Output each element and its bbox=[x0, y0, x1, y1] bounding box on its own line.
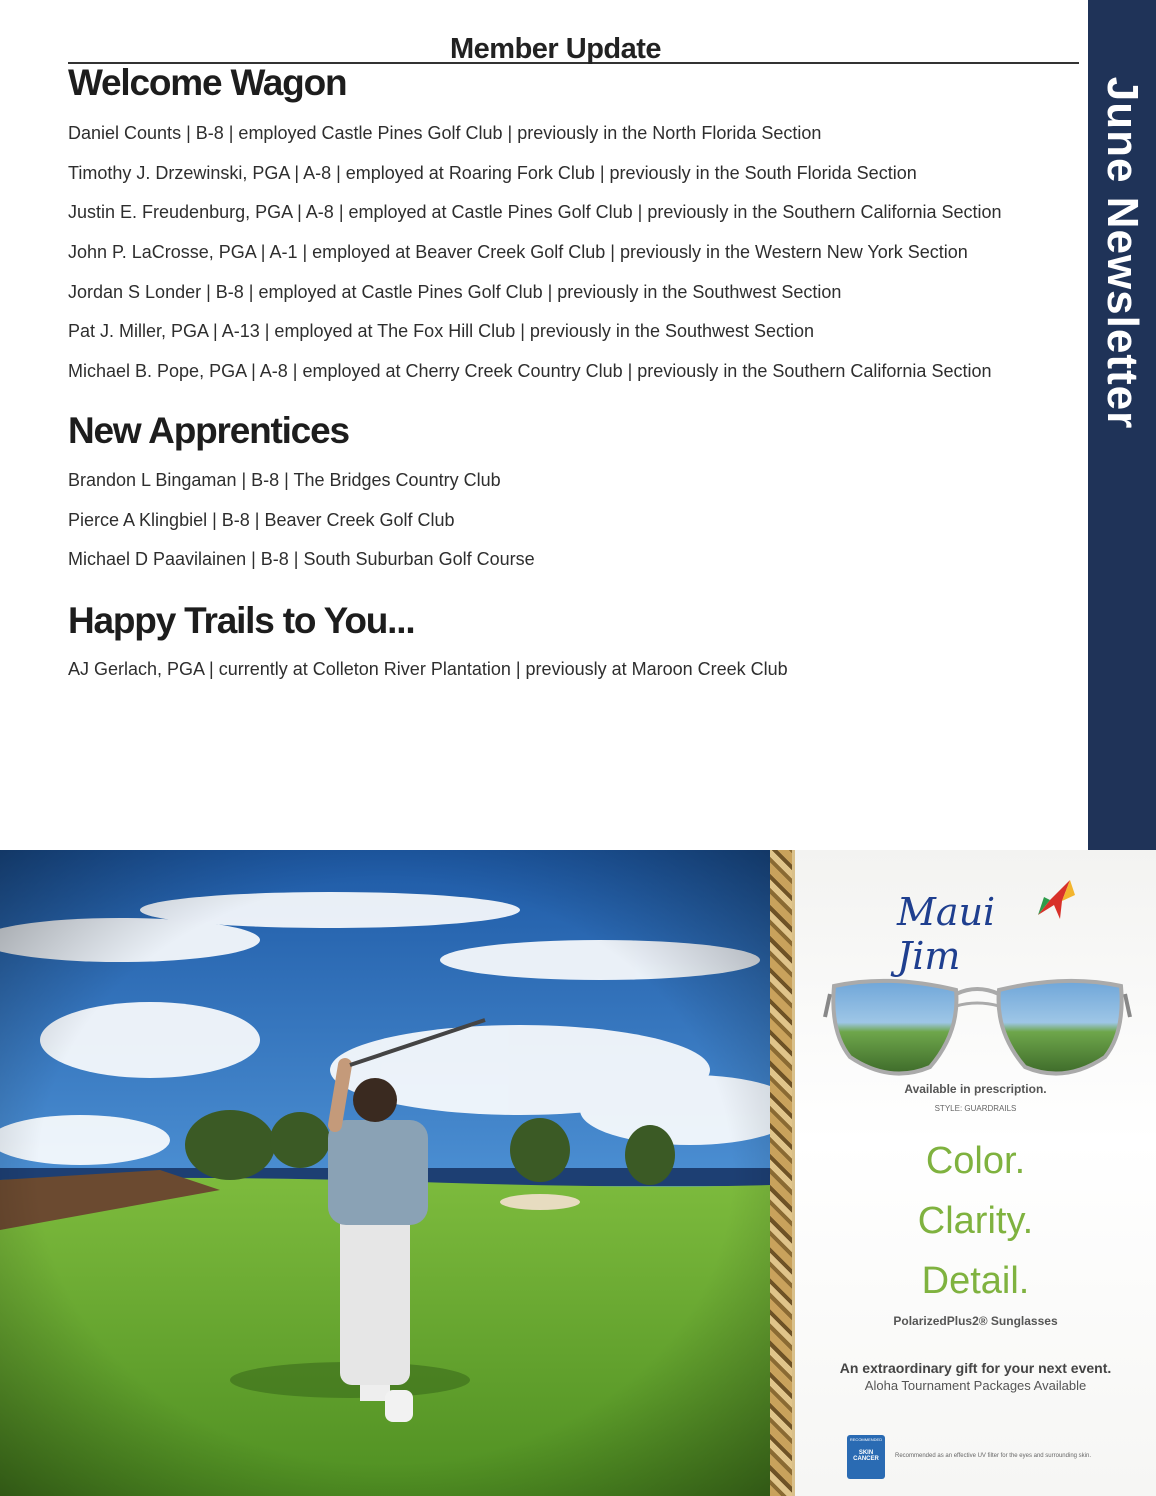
list-item: Pierce A Klingbiel | B-8 | Beaver Creek Golf Club bbox=[68, 509, 455, 530]
list-item: John P. LaCrosse, PGA | A-1 | employed at Beaver Creek Golf Club | previously in the Western New York Section bbox=[68, 242, 968, 263]
golfer-photo bbox=[0, 850, 770, 1496]
list-item: AJ Gerlach, PGA | currently at Colleton River Plantation | previously at Maroon Creek Club bbox=[68, 659, 788, 679]
tagline-color: Color. bbox=[925, 1140, 1026, 1182]
seal-label: RECOMMENDED bbox=[849, 1437, 883, 1442]
list-item: Daniel Counts | B-8 | employed Castle Pines Golf Club | previously in the North Florida Section bbox=[68, 123, 822, 143]
new-apprentices-heading: New Apprentices bbox=[68, 410, 349, 451]
tagline-clarity: Clarity. bbox=[917, 1200, 1034, 1242]
golf-course-illustration bbox=[0, 850, 770, 1496]
packages-line: Aloha Tournament Packages Available bbox=[864, 1378, 1087, 1393]
newsletter-sidebar-title: June Newsletter bbox=[1098, 76, 1147, 430]
maui-jim-logo: Maui Jim bbox=[897, 890, 996, 978]
skin-cancer-seal bbox=[847, 1435, 885, 1479]
decorative-border bbox=[770, 850, 792, 1496]
tagline-detail: Detail. bbox=[921, 1260, 1030, 1302]
parrot-icon bbox=[1030, 875, 1080, 925]
list-item: Michael B. Pope, PGA | A-8 | employed at Cherry Creek Country Club | previously in the Southern California Section bbox=[68, 361, 992, 382]
section-label-text: Member Update bbox=[450, 33, 662, 65]
happy-trails-list bbox=[68, 657, 788, 697]
welcome-wagon-heading: Welcome Wagon bbox=[68, 62, 347, 103]
maui-jim-advert bbox=[795, 850, 1156, 1496]
style-name: STYLE: GUARDRAILS bbox=[934, 1104, 1017, 1113]
welcome-wagon-list bbox=[68, 121, 1002, 399]
sunglasses-image bbox=[820, 972, 1135, 1087]
new-apprentices-list bbox=[68, 468, 535, 587]
uv-recommendation: Recommended as an effective UV filter for the eyes and surrounding skin. bbox=[895, 1453, 1091, 1459]
list-item: Michael D Paavilainen | B-8 | South Suburban Golf Course bbox=[68, 549, 535, 570]
gift-line: An extraordinary gift for your next event. bbox=[839, 1360, 1112, 1376]
list-item: Justin E. Freudenburg, PGA | A-8 | employed at Castle Pines Golf Club | previously in the Southern California Section bbox=[68, 202, 1002, 223]
list-item: Brandon L Bingaman | B-8 | The Bridges Country Club bbox=[68, 470, 501, 490]
list-item: Pat J. Miller, PGA | A-13 | employed at The Fox Hill Club | previously in the Southwest Section bbox=[68, 321, 815, 342]
product-name: PolarizedPlus2® Sunglasses bbox=[893, 1314, 1058, 1328]
prescription-note: Available in prescription. bbox=[904, 1082, 1047, 1096]
list-item: Timothy J. Drzewinski, PGA | A-8 | employed at Roaring Fork Club | previously in the South Florida Section bbox=[68, 162, 917, 183]
list-item: Jordan S Londer | B-8 | employed at Castle Pines Golf Club | previously in the Southwest Section bbox=[68, 281, 842, 302]
happy-trails-heading: Happy Trails to You... bbox=[68, 600, 415, 641]
seal-text: SKIN CANCER bbox=[853, 1450, 879, 1462]
section-label bbox=[68, 32, 1079, 64]
